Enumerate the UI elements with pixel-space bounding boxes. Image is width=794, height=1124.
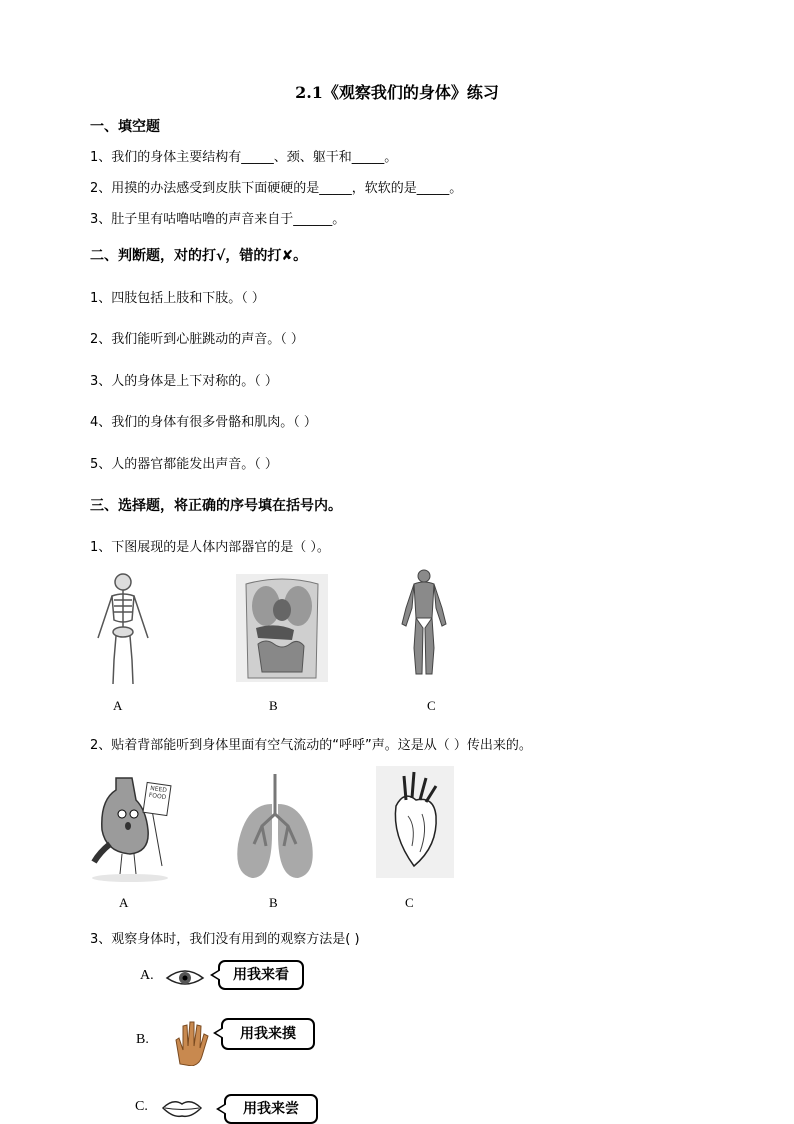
tf-question-2: 2、我们能听到心脏跳动的声音。（ ） xyxy=(90,332,304,347)
section-heading-true-false: 二、判断题，对的打√，错的打✘。 xyxy=(90,248,308,264)
q3-option-a-bubble: 用我来看 xyxy=(218,960,304,990)
fill-question-2: 2、用摸的办法感受到皮肤下面硬硬的是_____，软软的是_____。 xyxy=(90,181,463,196)
q3-option-b-bubble: 用我来摸 xyxy=(221,1018,315,1050)
skeleton-image xyxy=(92,570,154,688)
section-heading-fill-blank: 一、填空题 xyxy=(90,119,160,135)
tf-question-4: 4、我们的身体有很多骨骼和肌肉。（ ） xyxy=(90,415,317,430)
q1-label-a: A xyxy=(113,698,123,713)
tf-question-5: 5、人的器官都能发出声音。（ ） xyxy=(90,457,278,472)
q2-label-b: B xyxy=(269,895,278,910)
q3-option-c-label: C. xyxy=(135,1099,148,1114)
hand-icon xyxy=(170,1020,210,1066)
fill-question-3: 3、肚子里有咕噜咕噜的声音来自于______。 xyxy=(90,212,346,227)
q1-label-c: C xyxy=(427,698,436,713)
page-title: 2.1《观察我们的身体》练习 xyxy=(295,83,499,102)
q1-label-b: B xyxy=(269,698,278,713)
lungs-image xyxy=(232,774,318,880)
tf-question-1: 1、四肢包括上肢和下肢。（ ） xyxy=(90,291,265,306)
section-heading-choice: 三、选择题，将正确的序号填在括号内。 xyxy=(90,498,342,514)
eye-icon xyxy=(165,966,205,990)
q2-label-c: C xyxy=(405,895,414,910)
fill-question-1: 1、我们的身体主要结构有_____、颈、躯干和_____。 xyxy=(90,150,398,165)
internal-organs-image xyxy=(236,574,328,682)
q3-option-c-bubble: 用我来尝 xyxy=(224,1094,318,1124)
choice-question-3: 3、观察身体时，我们没有用到的观察方法是( ) xyxy=(90,932,360,947)
choice-question-2: 2、贴着背部能听到身体里面有空气流动的“呼呼”声。这是从（ ）传出来的。 xyxy=(90,738,532,753)
q3-option-b-label: B. xyxy=(136,1032,149,1047)
lips-icon xyxy=(161,1098,203,1118)
q3-option-a-label: A. xyxy=(140,968,154,983)
heart-image xyxy=(376,766,454,878)
muscles-image xyxy=(396,568,452,678)
stomach-sign-text: NEED FOOD xyxy=(148,784,168,802)
q2-label-a: A xyxy=(119,895,129,910)
choice-question-1: 1、下图展现的是人体内部器官的是（ ）。 xyxy=(90,540,330,555)
tf-question-3: 3、人的身体是上下对称的。（ ） xyxy=(90,374,278,389)
